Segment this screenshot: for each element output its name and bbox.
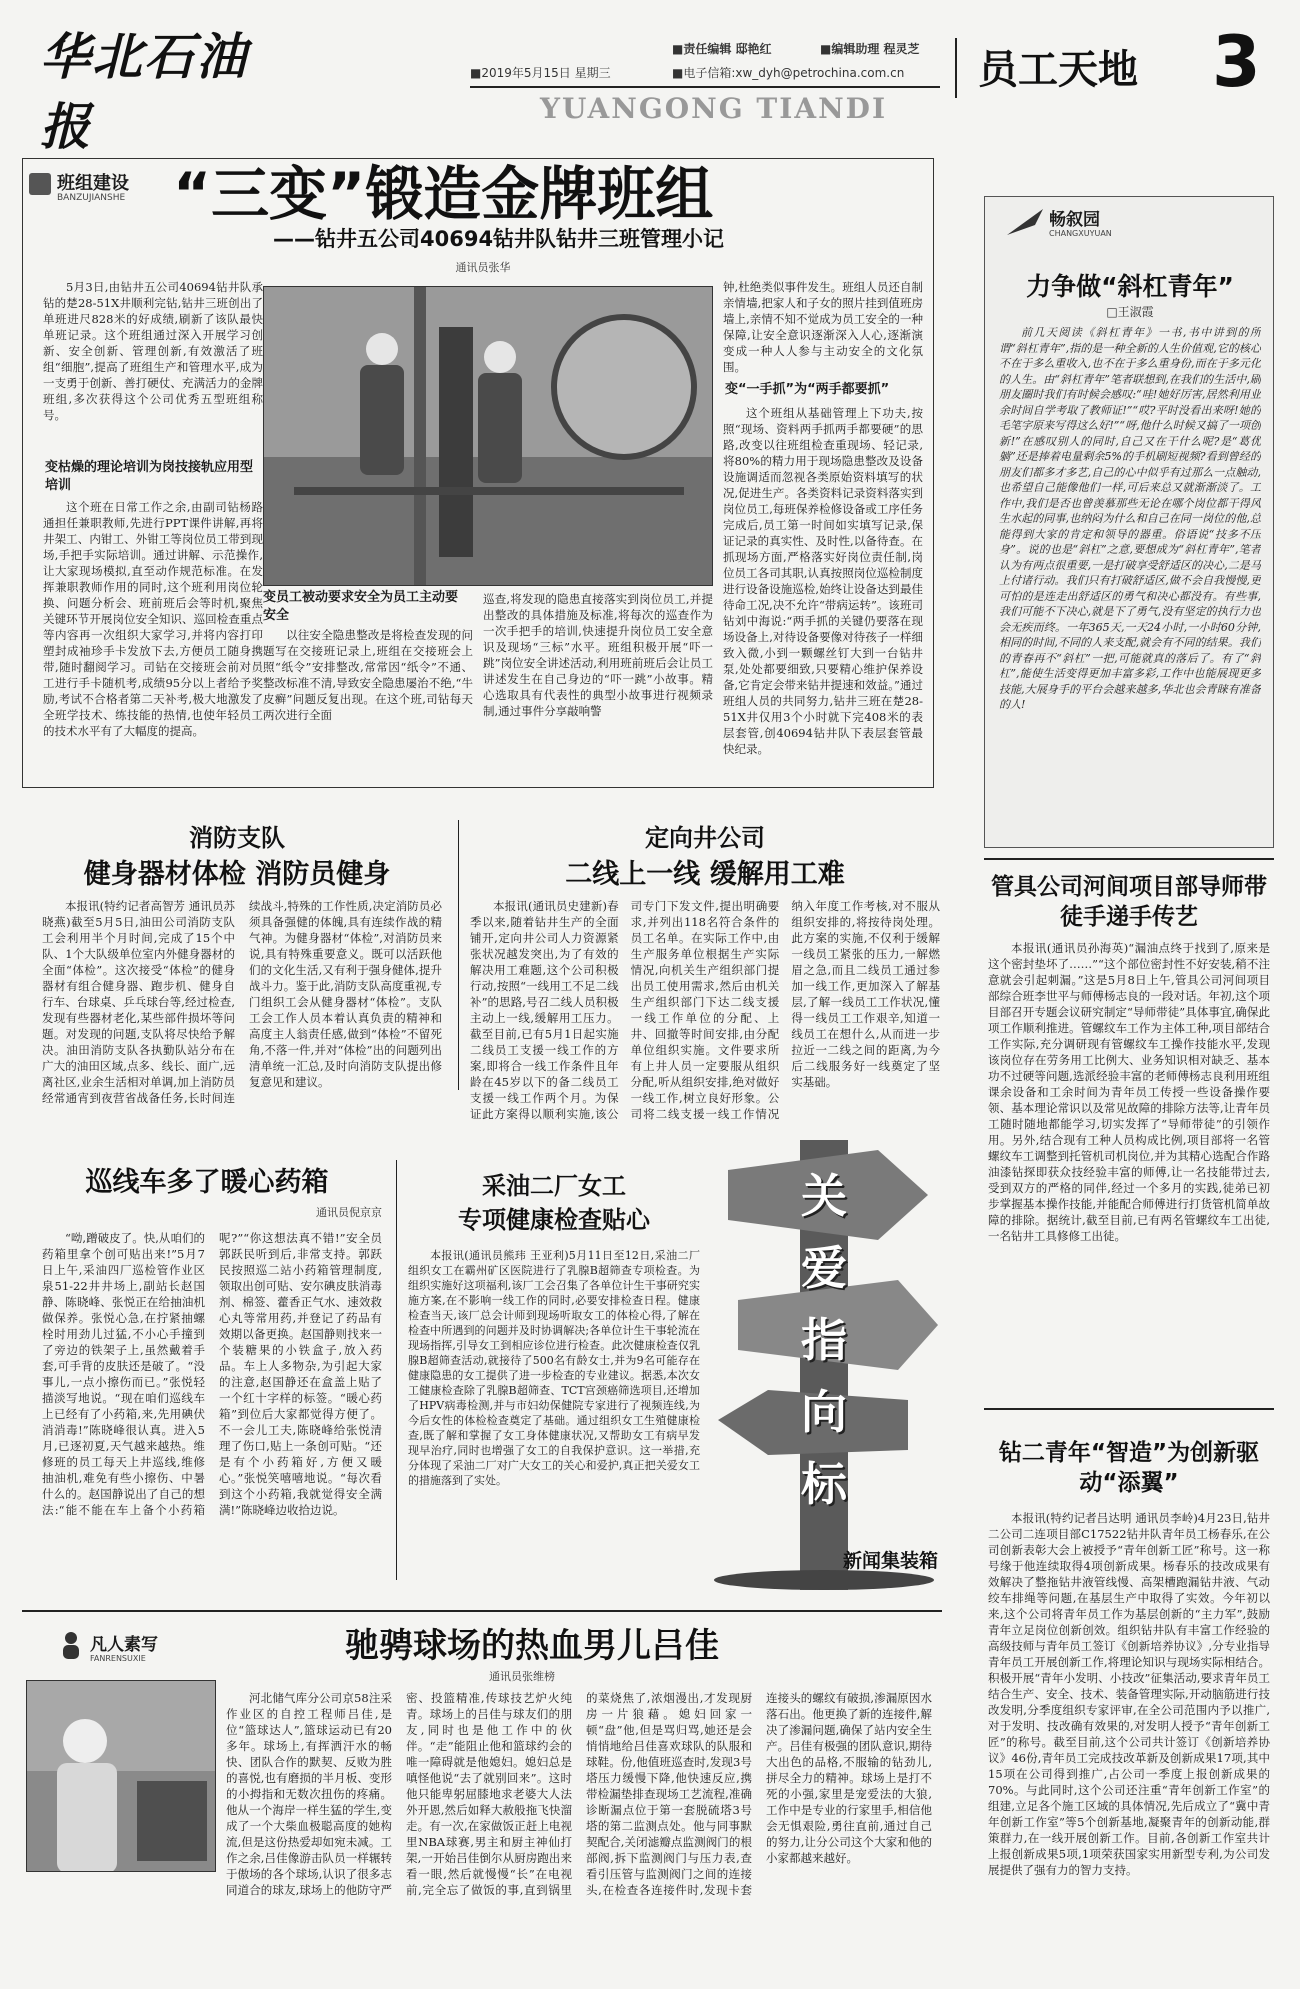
- basketball-byline: 通讯员张维榜: [489, 1670, 555, 1683]
- youth-top-rule: [984, 1408, 1274, 1410]
- lead-col1-body: 这个班在日常工作之余,由副司钻杨路通担任兼职教师,先进行PPT课件讲解,再将井架工、内钳工、外钳工等岗位员工带到现场,手把手实际培训。通过讲解、示范操作,让大家现场模拟,直至动作规范标准。在发挥兼职教师作用的同时,这个班利用岗位轮换、问题分析会、班前班后会等时机,聚焦关键环节开展岗位安全知识、巡回检查重点等内容再一次组织大家学习,并将内容打印塑封成袖珍手卡发放下去,方便员工随身携带,随时翻阅学习。司钻在交接班会前对员工进行手卡随机考,成绩95分以上者给予奖励,考试不合格者第二天补考,极大地激发了全班学技术、练技能的热情,也使年轻员工的技术水平有了大幅度的提高。: [43, 500, 263, 738]
- masthead-divider: [955, 38, 957, 98]
- car-body: “呦,蹭破皮了。快,从咱们的药箱里拿个创可贴出来!”5月7日上午,采油四厂巡检管作业区泉51-22井井场上,副站长赵国静、陈晓峰、张悦正在给抽油机做保养。张悦心急,在拧紧抽螺栓时用劲儿过猛,不小心手撞到了旁边的铁架子上,虽然戴着手套,可手背的皮肤还是破了。“没事儿,一点小擦伤而已。”张悦轻描淡写地说。“现在咱们巡线车上已经有了小药箱,来,先用碘伏消消毒!”陈晓峰很认真。进入5月,已逐初夏,天气越来越热。维修班的员工每天上井巡线,维修抽油机,难免有些小擦伤、中暑什么的。赵国静说出了自己的想法:“能不能在车上备个小药箱呢?”“你这想法真不错!”安全员郭跃民听到后,非常支持。郭跃民按照巡二站小药箱管理制度,领取出创可贴、安尔碘皮肤消毒剂、棉签、藿香正气水、速效救心丸等常用药,并登记了药品有效期以备更换。赵国静则找来一个装糖果的小铁盒子,放入药品。车上人多物杂,为引起大家的注意,赵国静还在盒盖上贴了一个红十字样的标签。“暖心药箱”到位后大家都觉得方便了。不一会儿工夫,陈晓峰给张悦清理了伤口,贴上一条创可贴。“还是有个小药箱好,方便又暖心。”张悦笑嘻嘻地说。“每次看到这个小药箱,我就觉得安全满满!”陈晓峰边收拾边说。: [42, 1231, 382, 1517]
- signpost-text: 关爱指向标: [801, 1169, 847, 1511]
- lead-subhead-1: 变枯燥的理论培训为岗技接轨应用型培训: [45, 460, 254, 493]
- essay-column-label: 畅叙园: [1049, 210, 1100, 230]
- drilling-workers-photo: [264, 287, 713, 586]
- lead-col1-intro: 5月3日,由钻井五公司40694钻井队承钻的楚28-51X井顺利完钻,钻井三班创出了单班进尺828米的好成绩,刷新了该队最快单班记录。这个班组通过深入开展学习创新、安全创新、管理创新,有效激活了班组“细胞”,提高了班组生产和管理水平,成为一支勇于创新、善打硬仗、充满活力的金牌班组,多次获得这个公司优秀五型班组称号。: [43, 280, 263, 422]
- lower-divider: [396, 1160, 397, 1580]
- fire-title-2: 健身器材体检 消防员健身: [83, 859, 391, 890]
- youth-title: 钻二青年“智造”为创新驱动“添翼”: [998, 1440, 1260, 1496]
- section-title: 员工天地: [978, 47, 1138, 93]
- female-body: 本报讯(通讯员熊玮 王亚利)5月11日至12日,采油二厂组织女工在霸州矿区医院进行了乳腺B超筛查专项检查。为组织实施好这项福利,该厂工会召集了各单位计生干事研究实施方案,在不影响一线工作的同时,必要安排检查日程。健康检查当天,该厂总会计师到现场听取女工的体检心得,了解在检查中所遇到的问题并及时协调解决;各单位计生干事轮流在现场指挥,引导女工到相应诊位进行检查。此次健康检查仅乳腺B超筛查活动,就接待了500名有龄女士,并为9名可能存在健康隐患的女工提供了进一步检查的专业建议。据悉,本次女工健康检查除了乳腺B超筛查、TCT宫颈癌筛选项目,还增加了HPV病毒检测,并与市妇幼保健院专家进行了视频连线,为今后女性的体检检查奠定了基础。通过组织女工生殖健康检查,既了解和掌握了女工身体健康状况,又帮助女工有病早发现早治疗,同时也增强了女工的自我保护意识。这一举措,充分体现了采油二厂对广大女工的关心和爱护,真正把关爱女工的措施落到了实处。: [408, 1249, 700, 1487]
- basketball-tag-pinyin: FANRENSUXIE: [90, 1654, 146, 1663]
- photo-caption-subhead: 变员工被动要求安全为员工主动要安全: [263, 590, 459, 623]
- lead-story-box: [22, 158, 934, 788]
- editor-email: ■电子信箱:xw_dyh@petrochina.com.cn: [672, 66, 905, 80]
- basketball-story: [22, 1610, 942, 1980]
- lead-photo: [263, 286, 713, 586]
- lead-col-m2: 巡查,将发现的隐患直接落实到岗位员工,并提出整改的具体措施及标准,将每次的巡查作为一次手把手的培训,快速提升岗位员工安全意识及现场“三标”水平。班组积极开展“吓一跳”岗位安全讲述活动,利用班前班后会让员工讲述发生在自己身边的“吓一跳”小故事。精心选取具有代表性的典型小故事进行视频录制,通过事件分享敲响警: [483, 592, 713, 718]
- lead-col-r1b: 这个班组从基础管理上下功夫,按照“现场、资料两手抓两手都要硬”的思路,改变以往班组检查重现场、轻记录,将80%的精力用于现场隐患整改及设备设施调适而忽视各类原始资料填写的状况,促进生产。各类资料记录资料落实到岗位员工,每班保养检修设备或工序任务完成后,员工第一时间如实填写记录,保证记录的真实性、及时性,以备待查。在抓现场方面,严格落实好岗位责任制,岗位员工各司其职,认真按照岗位巡检制度进行设备设施巡检,始终让设备达到最佳待命工况,决不允许“带病运转”。该班司钻刘中海说:“两手抓的关键仍要落在现场设备上,对待设备要像对待孩子一样细致入微,小到一颗螺丝钉大到一台钻井泵,处处都要细致,只要精心维护保养设备,它肯定会带来钻井提速和效益。”通过班组人员的共同努力,钻井三班在楚28-51X井仅用3个小时就下完408米的表层套管,创40694钻井队下表层套管最快纪录。: [723, 406, 923, 756]
- paper-logo: 华北石油报: [40, 27, 248, 156]
- lead-subtitle: ——钻井五公司40694钻井队钻井三班管理小记: [273, 227, 725, 251]
- assistant-credit: ■编辑助理 程灵芝: [820, 42, 920, 56]
- mentor-body: 本报讯(通讯员孙海英)“漏油点终于找到了,原来是这个密封垫坏了……”“这个部位密封性不好安装,稍不注意就会引起刺漏。”这是5月8日上午,管具公司河间项目部综合班李世平与师傅杨志良的一段对话。年初,这个项目部召开专题会议研究制定“导师带徒”具体事宜,确保此项工作顺利推进。管螺纹车工作为主体工种,项目部结合工作实际,充分调研现有管螺纹车工操作技能水平,发现该岗位存在劳务用工比例大、业务知识相对缺乏、基本功不过硬等问题,选派经验丰富的老师傅杨志良利用班组课余设备和工余时间为青年员工传授一些设备操作要领、基本理论常识以及常见故障的排除方法等,让青年员工随时随地都能学习,切实发挥了“导师带徒”的引领作用。另外,结合现有工种人员构成比例,项目部将一名管螺纹车工调整到托管机司机岗位,并为其精心选配合作路油漆钻探即获众技经验丰富的师傅,让一名技能带过去,受到双方的严格的同伴,经过一个多月的实践,徒弟已初步掌握基本操作技能,并能配合师傅进行打货管机简单故障的排除。据统计,截至目前,已有两名管螺纹车工出徒,一名钻井工具修修工出徒。: [988, 941, 1270, 1243]
- mentor-story: [984, 858, 1274, 1398]
- essay-body: 前几天阅读《斜杠青年》一书,书中讲到的所谓“斜杠青年”,指的是一种全新的人生价值观,它的核心不在于多么重收入,也不在于多么重身份,而在于多元化的人生。由“斜杠青年”笔者联想到,在我们的生活中,刷朋友圈时我们有时候会感叹:“哇!她好厉害,居然利用业余时间自学考取了教师证!”“哎?平时没看出来呀!她的毛笔字原来写得这么好!”“呀,他什么时候又搞了一项创新!”在感叹别人的同时,自己又在干什么呢?是“葛优躺”还是捧着电量剩余5%的手机刷短视频?看到曾经的朋友们都多才多艺,自己的心中似乎有过那么一点触动,也希望自己能像他们一样,可后来总又就渐渐淡了。工作中,我们是否也曾羡慕那些无论在哪个岗位都干得风生水起的同事,也纳闷为什么和自己在同一岗位的他,总能得到大家的肯定和领导的器重。俗语说“技多不压身”。说的也是“斜杠”之意,要想成为“斜杠青年”,笔者认为有两点很重要,一是打破享受舒适区的决心,二是马上付诸行动。我们只有打破舒适区,做不会自我慢慢,更可怕的是连走出舒适区的勇气和决心都没有。有些事,我们可能不下决心,就是下了勇气,没有坚定的执行力也会无疾而终。一年365天,一天24小时,一小时60分钟,相同的时间,不同的人来支配,就会有不同的结果。我们的青春再不“斜杠”一把,可能就真的落后了。有了“斜杠”,能使生活变得更加丰富多彩,工作中也能展现更多技能,大展身手的平台会越来越多,华北也会青睐有准备的人!: [999, 326, 1261, 711]
- car-title: 巡线车多了暖心药箱: [85, 1167, 329, 1198]
- basketball-tag-label: 凡人素写: [90, 1635, 158, 1655]
- page-number: 3: [1212, 21, 1261, 103]
- person-icon: [58, 1630, 84, 1660]
- signpost-graphic: [708, 1100, 946, 1590]
- lead-tag-icon: [29, 173, 51, 195]
- lead-tag-label: 班组建设: [57, 173, 129, 194]
- car-byline: 通讯员倪京京: [316, 1206, 382, 1219]
- lead-tag-pinyin: BANZUJIANSHE: [57, 193, 126, 203]
- essay-author: □王淑霞: [1106, 305, 1154, 319]
- well-title-1: 定向井公司: [645, 823, 765, 852]
- essay-column-pinyin: CHANGXUYUAN: [1049, 229, 1112, 238]
- well-title-2: 二线上一线 缓解用工难: [565, 859, 845, 890]
- well-body: 本报讯(通讯员史建新)春季以来,随着钻井生产的全面铺开,定向井公司人力资源紧张状况越发突出,为了有效的解决用工难题,这个公司积极行动,按照“一线用工不足二线补”的思路,号召二线人员积极主动上一线,缓解用工压力。截至目前,已有5月1日起实施二线员工支援一线工作的方案,即将合一线工作条件且年龄在45岁以下的备二线员工支援一线工作两个月。为保证此方案得以顺利实施,该公司专门下发文件,提出明确要求,并列出118名符合条件的员工名单。在实际工作中,由生产服务单位根据生产实际情况,向机关生产组织部门提出员工使用需求,然后由机关生产组织部门下达二线支援一线工作单位的分配、上井、回撤等时间安排,由分配单位组织实施。文件要求所有上井人员一定要服从组织分配,听从组织安排,绝对做好一线工作,树立良好形象。公司将二线支援一线工作情况纳入年度工作考核,对不服从组织安排的,将按待岗处理。此方案的实施,不仅利于缓解一线员工紧张的压力,一解燃眉之急,而且二线员工通过参加一线工作,更加深入了解基层,了解一线员工工作状况,懂得一线员工工作艰辛,知道一线员工在想什么,从而进一步拉近一二线之间的距离,为今后二线服务好一线奠定了坚实基础。: [470, 899, 940, 1121]
- youth-innovation-story: [984, 1408, 1274, 1968]
- mid-divider: [458, 820, 459, 1090]
- well-story: [470, 812, 940, 1121]
- lead-col-r1: 钟,杜绝类似事件发生。班组人员还自制亲情墙,把家人和子女的照片挂到值班房墙上,亲情不知不觉成为员工安全的一种保障,让安全意识逐渐深入人心,逐渐演变成一种人人参与主动安全的文化氛围。: [723, 280, 923, 374]
- masthead: [0, 0, 1300, 156]
- editor-credit: ■责任编辑 邸艳红: [672, 42, 772, 56]
- fire-title-1: 消防支队: [189, 823, 285, 852]
- lead-title: “三变”锻造金牌班组: [173, 160, 714, 228]
- female-title-2: 专项健康检查贴心: [458, 1205, 650, 1234]
- essay-title: 力争做“斜杠青年”: [1026, 272, 1234, 301]
- basketball-photo: [26, 1680, 216, 1872]
- basketball-title: 驰骋球场的热血男儿吕佳: [345, 1626, 719, 1666]
- mentor-top-rule: [984, 858, 1274, 860]
- news-container-badge: 新闻集装箱: [842, 1550, 938, 1572]
- female-story: [404, 1160, 704, 1600]
- fire-body: 本报讯(特约记者高智芳 通讯员苏晓燕)截至5月5日,油田公司消防支队工会利用半个月时间,完成了15个中队、1个大队级单位室内外健身器材的全面“体检”。这次接受“体检”的健身器材有组合健身器、跑步机、健身自行车、台球桌、乒乓球台等,经过检查,发现有些器材老化,某些部件损坏等问题。对发现的问题,支队将尽快给予解决。油田消防支队各执勤队站分布在广大的油田区域,点多、线长、面广,远离社区,业余生活相对单调,加上消防员经常通宵到夜营省战备任务,长时间连续战斗,特殊的工作性质,决定消防员必须具备强健的体魄,具有连续作战的精气神。为健身器材“体检”,对消防员来说,具有特殊重要意义。既可以活跃他们的文化生活,又有利于强身健体,提升战斗力。鉴于此,消防支队高度重视,专门组织工会从健身器材“体检”。支队工会工作人员本着认真负责的精神和高度主人翁责任感,做到“体检”不留死角,不落一件,并对“体检”出的问题列出清单统一汇总,及时向消防支队提出修复意见和建议。: [42, 899, 442, 1105]
- masthead-rule: [470, 86, 940, 88]
- issue-date: ■2019年5月15日 星期三: [470, 66, 611, 80]
- engineer-photo: [27, 1681, 216, 1872]
- car-story: [22, 1160, 392, 1600]
- section-pinyin: YUANGONG TIANDI: [540, 92, 888, 125]
- lead-byline: 通讯员张华: [455, 261, 511, 274]
- basketball-body: 河北储气库分公司京58注采作业区的自控工程师吕佳,是位“篮球达人”,篮球运动已有20多年。球场上,有挥洒汗水的畅快、团队合作的默契、反败为胜的喜悦,也有磨损的半月板、变形的小拇指和无数次扭伤的疼痛。他从一个海岸一样生猛的学生,变成了一个大柴血极聪高度的她构流,但是这份热爱却如宛未减。工作之余,吕佳像游击队员一样辗转于傲场的各个球场,认识了很多志同道合的球友,球场上的他防守严密、投篮精准,传球技艺炉火纯青。球场上的吕佳与球友们的朋友,同时也是他工作中的伙伴。“走”能阻止他和篮球约会的唯一障碍就是他媳妇。媳妇总是嗔怪他说“去了就别回来”。这时他只能卑躬屈膝地求老婆大人法外开恩,然后如释大赦般拖飞快溜走。有一次,在家做饭正赶上电视里NBA球赛,男主和厨主神仙打架,一开始吕佳倒尔从厨房跑出来看一眼,然后就慢慢“长”在电视前,完全忘了做饭的事,直到锅里的菜烧焦了,浓烟漫出,才发现厨房一片狼藉。媳妇回家一顿“盘”他,但是骂归骂,她还是会悄悄地给吕佳喜欢球队的队服和球鞋。份,他值班巡查时,发现3号塔压力缓慢下降,他快速反应,携带检漏垫排查现场工艺流程,准确诊断漏点位于第一套脱硫塔3号塔的第二监测点处。他与同事默契配合,关闭滤瓣点监测阀门的根部阀,拆下监测阀门与压力表,查看引压管与监测阀门之间的连接头,在检查各连接件时,发现卡套连接头的螺纹有破损,渗漏原因水落石出。他更换了新的连接件,解决了渗漏问题,确保了站内安全生产。吕佳有极强的团队意识,期待大出色的品格,不服输的钻劲儿,拼尽全力的精神。球场上是打不死的小强,家里是宠爱法的大狼,工作中是专业的行家里手,相信他会无惧艰险,勇往直前,通过自己的努力,让分公司这个大家和他的小家都越来越好。: [226, 1691, 932, 1897]
- lead-tag: [29, 167, 169, 209]
- lead-subhead-2: 变“一手抓”为“两手都要抓”: [725, 382, 890, 397]
- lead-col-m1: 以往安全隐患整改是将检查发现的问题写在交接班记录上,班组在交接班会上照“纸令”安排整改,常常因“纸令”不通、整改标准不清,导致安全隐患屡治不绝,“牛皮癣”问题反复出现。在这个班,司钻每天两次进行全面: [263, 628, 473, 722]
- essay-box: [984, 196, 1274, 848]
- mentor-title: 管具公司河间项目部导师带徒手递手传艺: [991, 874, 1267, 930]
- basketball-top-rule: [22, 1610, 942, 1612]
- basketball-tag: [58, 1628, 218, 1674]
- quill-icon: [1005, 207, 1045, 237]
- female-title-1: 采油二厂女工: [482, 1171, 626, 1200]
- youth-body: 本报讯(特约记者吕达明 通讯员李岭)4月23日,钻井二公司二连项目部C17522钻井队青年员工杨春乐,在公司创新表彰大会上被授予“青年创新工匠”称号。这一称号缘于他连续取得4项创新成果。杨春乐的技改成果有效解决了整拖钻井液管线慢、高架槽跑漏钻井液、气动绞车排绳等问题,在基层生产中取得了实效。今年初以来,这个公司将青年员工作为基层创新的“主力军”,鼓励青年立足岗位创新创效。组织钻井队有丰富工作经验的高级技师与青年员工签订《创新培养协议》,分专业指导青年员工开展创新工作,将理论知识与现场实际相结合。积极开展“青年小发明、小技改”征集活动,要求青年员工结合生产、安全、技术、装备管理实际,开动脑筋进行技改发明,分季度组织专家评审,在全公司范围内予以推广,对于发明、技改确有效果的,对发明人授予“青年创新工匠”的称号。截至目前,这个公司共计签订《创新培养协议》46份,青年员工完成技改革新及创新成果17项,其中15项在公司得到推广,占公司一季度上报创新成果的70%。与此同时,这个公司还注重“青年创新工作室”的组建,立足各个施工区域的具体情况,先后成立了“冀中青年创新工作室”等5个创新基地,凝聚青年的创新动能,群策群力,在一线开展创新工作。目前,各创新工作室共计上报创新成果5项,1项荣获国家实用新型专利,为公司发展提供了强有力的智力支持。: [988, 1511, 1270, 1877]
